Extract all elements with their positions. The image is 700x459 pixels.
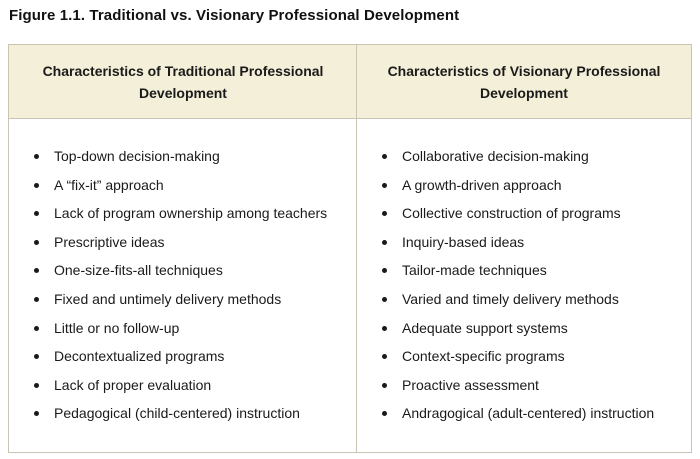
bullet-icon	[34, 268, 39, 273]
traditional-list	[9, 146, 356, 432]
visionary-list	[357, 146, 691, 432]
list-item	[9, 318, 356, 347]
list-item	[357, 260, 691, 289]
list-item-text: Collaborative decision-making	[402, 148, 589, 164]
list-item	[357, 346, 691, 375]
list-item-text: Inquiry-based ideas	[402, 233, 525, 250]
list-item	[9, 346, 356, 375]
list-item-text: Fixed and untimely delivery methods	[54, 290, 282, 307]
list-item	[357, 289, 691, 318]
bullet-icon	[382, 183, 387, 188]
list-item	[9, 289, 356, 318]
header-visionary: Characteristics of Visionary Professional Development	[387, 62, 661, 101]
bullet-icon	[382, 240, 387, 245]
bullet-icon	[34, 383, 39, 388]
bullet-icon	[382, 411, 387, 416]
bullet-icon	[382, 268, 387, 273]
list-item	[357, 375, 691, 404]
list-item-text: One-size-fits-all techniques	[54, 262, 223, 279]
list-item	[9, 232, 356, 261]
bullet-icon	[34, 411, 39, 416]
list-item-text: Collective construction of programs	[402, 205, 621, 222]
list-item	[357, 203, 691, 232]
list-item-text: A “fix-it” approach	[54, 176, 164, 193]
bullet-icon	[382, 326, 387, 331]
list-item-text: Lack of program ownership among teachers	[54, 205, 328, 222]
list-item-text: Top-down decision-making	[54, 148, 220, 164]
bullet-icon	[34, 183, 39, 188]
bullet-icon	[382, 211, 387, 216]
bullet-icon	[382, 354, 387, 359]
list-item-text: Tailor-made techniques	[402, 262, 547, 279]
list-item-text: Context-specific programs	[402, 348, 565, 365]
list-item	[9, 403, 356, 432]
bullet-icon	[34, 354, 39, 359]
bullet-icon	[382, 297, 387, 302]
list-item-text: Pedagogical (child-centered) instruction	[54, 405, 300, 422]
table-header-row	[9, 45, 691, 119]
header-traditional: Characteristics of Traditional Professional Development	[42, 62, 324, 101]
list-item-text: Lack of proper evaluation	[54, 376, 212, 393]
bullet-icon	[382, 154, 387, 159]
bullet-icon	[34, 154, 39, 159]
list-item-text: A growth-driven approach	[402, 176, 562, 193]
list-item	[357, 403, 691, 432]
list-item-text: Andragogical (adult-centered) instruction	[402, 405, 655, 422]
list-item	[357, 175, 691, 204]
list-item-text: Varied and timely delivery methods	[402, 290, 619, 307]
traditional-column	[9, 119, 356, 452]
bullet-icon	[34, 297, 39, 302]
list-item-text: Little or no follow-up	[54, 319, 180, 336]
bullet-icon	[382, 383, 387, 388]
list-item	[9, 260, 356, 289]
list-item-text: Prescriptive ideas	[54, 233, 165, 250]
list-item	[357, 318, 691, 347]
list-item-text: Decontextualized programs	[54, 348, 225, 365]
list-item-text: Proactive assessment	[402, 376, 539, 393]
bullet-icon	[34, 240, 39, 245]
list-item	[357, 232, 691, 261]
bullet-icon	[34, 326, 39, 331]
list-item	[9, 175, 356, 204]
list-item	[9, 375, 356, 404]
figure-title: Figure 1.1. Traditional vs. Visionary Professional Development	[9, 7, 460, 24]
visionary-column	[357, 119, 691, 452]
list-item-text: Adequate support systems	[402, 319, 568, 336]
bullet-icon	[34, 211, 39, 216]
list-item	[357, 146, 691, 175]
list-item	[9, 203, 356, 232]
comparison-table	[8, 44, 692, 453]
list-item	[9, 146, 356, 175]
